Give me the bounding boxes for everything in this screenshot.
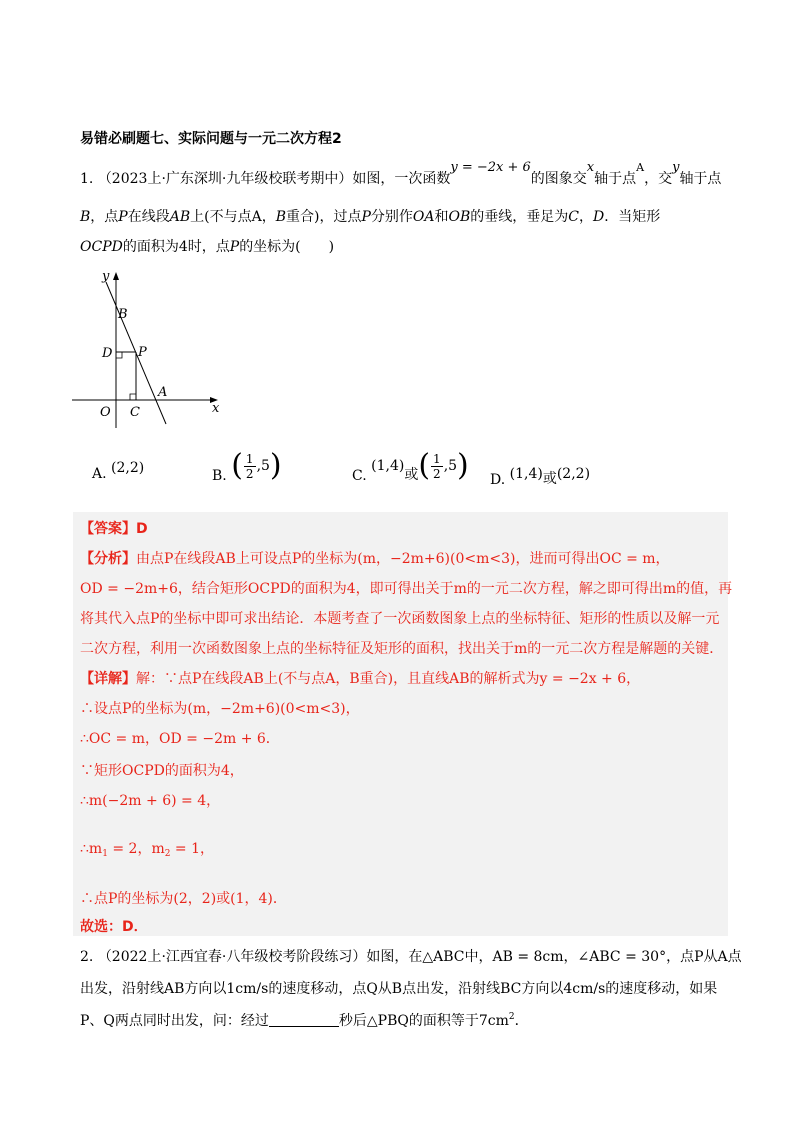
q1-formula: y = −2x + 6 xyxy=(450,160,531,175)
fraction-half: $\frac{1}{2}$ xyxy=(245,451,254,481)
q2-line-3: P、Q两点同时出发，问：经过 秒后△PBQ的面积等于$7cm^2$． xyxy=(80,1012,529,1029)
detail-line-5: ∴m(−2m + 6) = 4， xyxy=(80,793,221,809)
label-O: O xyxy=(100,405,111,420)
answer-value: D xyxy=(136,521,148,537)
answer-line: 【答案】D xyxy=(80,521,148,537)
solution-box xyxy=(73,512,728,936)
label-B: B xyxy=(118,307,128,322)
detail-line-7: ∴点P的坐标为(2，2)或(1，4)． xyxy=(80,891,287,907)
q2-line-2: 出发，沿射线AB方向以1cm/s的速度移动，点Q从B点出发，沿射线BC方向以4cm/s的速度移动，如果 xyxy=(80,981,718,997)
label-D: D xyxy=(102,346,113,361)
label-A: A xyxy=(158,385,168,400)
q2-line-1: 2. （2022上·江西宜春·八年级校考阶段练习）如图，在△ABC中，AB = 8cm，∠ABC = 30°，点P从A点 xyxy=(80,949,742,965)
fraction-half: $\frac{1}{2}$ xyxy=(433,451,441,481)
detail-line-6: $\therefore m_1 = 2$，$m_2 = 1$， xyxy=(80,841,215,859)
y-axis-arrow xyxy=(113,272,119,280)
label-x: x xyxy=(212,401,220,416)
detail-line-8: 故选：D． xyxy=(80,919,148,935)
q1-number: 1. xyxy=(80,171,94,187)
label-y: y xyxy=(102,269,110,284)
q1-line-3: OCPD的面积为4时，点P的坐标为( ) xyxy=(80,239,335,255)
q1-line-1: 1. （2023上·广东深圳·九年级校联考期中）如图，一次函数y = −2x + 6的图象交x轴于点$^A$，交y轴于点 xyxy=(80,160,722,187)
analysis-line-1: 【分析】由点P在线段AB上可设点P的坐标为(m，−2m+6)(0<m<3)，进而可得出OC = m， xyxy=(80,551,670,567)
label-P: P xyxy=(138,345,147,360)
label-C: C xyxy=(130,405,140,420)
option-b[interactable]: B. ( $\frac{1}{2}$ ,5 ) xyxy=(212,448,282,484)
analysis-line-2: OD = −2m+6，结合矩形OCPD的面积为4，即可得出关于m的一元二次方程，解之即可得出m的值，再 xyxy=(80,581,733,597)
detail-line-2: ∴设点P的坐标为(m，−2m+6)(0<m<3)， xyxy=(80,701,360,717)
q1-line-2: B，点P在线段AB上(不与点A，B重合)，过点P分别作OA和OB的垂线，垂足为C，D．当矩形 xyxy=(80,209,661,225)
detail-line-1: 【详解】解：∵点P在线段AB上(不与点A，B重合)，且直线AB的解析式为y = −2x + 6， xyxy=(80,671,641,687)
option-d[interactable]: D. (1,4) 或 (2,2) xyxy=(490,466,591,488)
coordinate-figure xyxy=(72,268,232,438)
detail-line-3: ∴OC = m，OD = −2m + 6． xyxy=(80,731,280,747)
option-c[interactable]: C. (1,4) 或 ( $\frac{1}{2}$ ,5 ) xyxy=(352,448,469,484)
detail-line-4: ∵矩形OCPD的面积为4， xyxy=(80,763,244,779)
analysis-line-3: 将其代入点P的坐标中即可求出结论．本题考查了一次函数图象上点的坐标特征、矩形的性质以及解一元 xyxy=(80,611,720,627)
q2-number: 2. xyxy=(80,949,94,965)
answer-blank[interactable] xyxy=(269,1012,339,1027)
right-angle-D xyxy=(116,352,122,358)
analysis-line-4: 二次方程，利用一次函数图象上点的坐标特征及矩形的面积，找出关于m的一元二次方程是解题的关键． xyxy=(80,641,724,657)
section-heading: 易错必刷题七、实际问题与一元二次方程2 xyxy=(80,131,342,147)
right-angle-C xyxy=(130,394,136,400)
option-a[interactable]: A. (2,2) xyxy=(92,460,145,482)
